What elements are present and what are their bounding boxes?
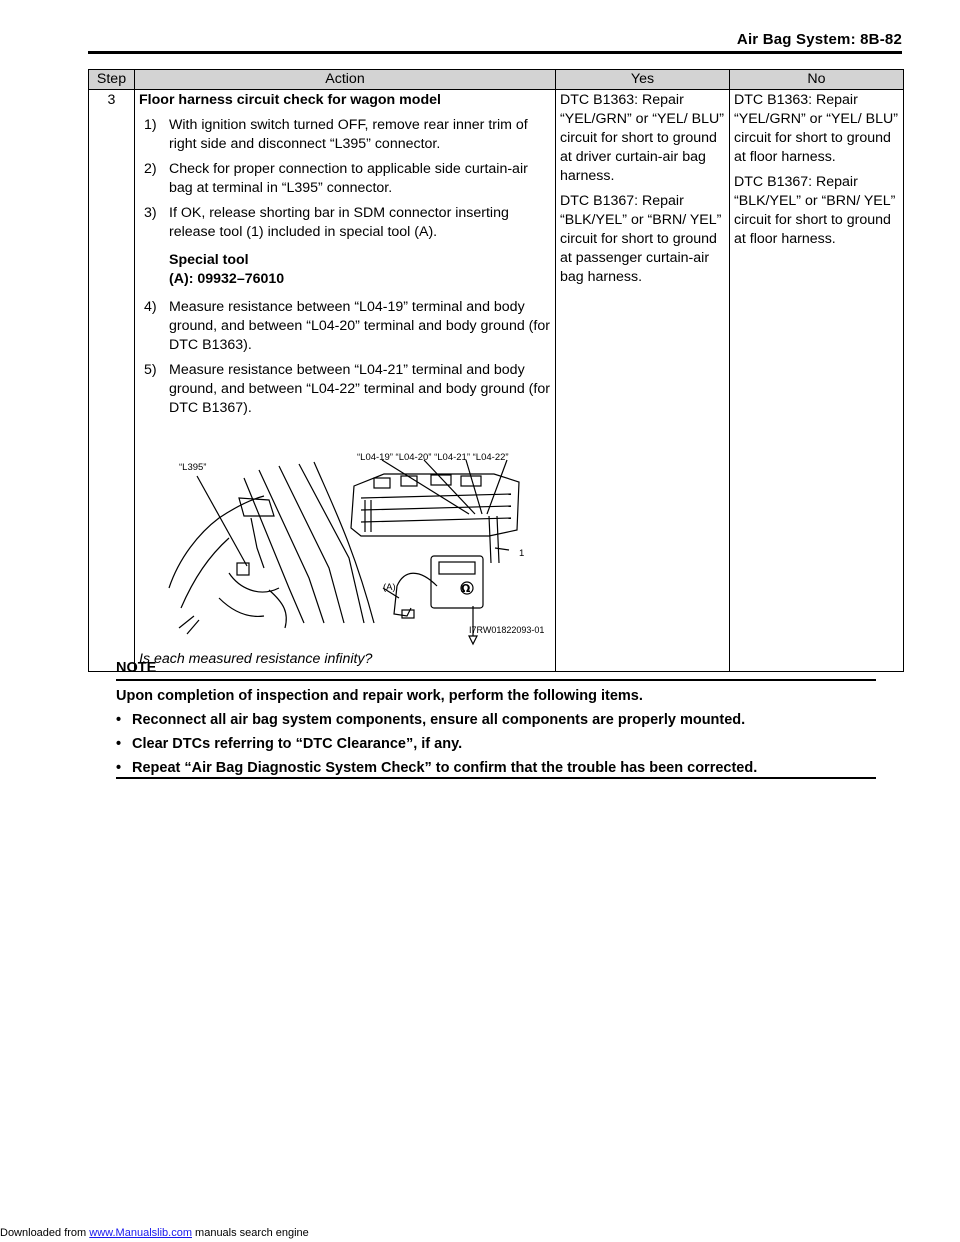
label-special-tool: (A) xyxy=(383,582,396,593)
yes-result: DTC B1367: Repair “BLK/YEL” or “BRN/ YEL” circuit for short to ground at passenger curtain-air bag harness. xyxy=(560,193,722,285)
download-footer xyxy=(0,1227,309,1239)
step-question: Is each measured resistance infinity? xyxy=(139,651,373,667)
figure-id: I7RW01822093-01 xyxy=(469,625,545,635)
svg-text:Ω: Ω xyxy=(461,582,471,595)
diagnosis-table xyxy=(88,69,904,672)
action-cell xyxy=(135,90,556,672)
page-header-title: Air Bag System: 8B-82 xyxy=(736,31,902,48)
action-item: 4) Measure resistance between “L04-19” terminal and body ground, and between “L04-20” terminal and body ground (for DTC B1363). xyxy=(144,299,550,353)
label-terminals: “L04-19” “L04-20” “L04-21” “L04-22” xyxy=(357,452,509,463)
action-item: 1) With ignition switch turned OFF, remove rear inner trim of right side and disconnect “L395” connector. xyxy=(144,117,528,152)
footer-prefix: Downloaded from xyxy=(0,1227,90,1239)
label-l395: “L395” xyxy=(179,462,207,473)
note-intro: Upon completion of inspection and repair work, perform the following items. xyxy=(116,688,643,704)
footer-suffix: manuals search engine xyxy=(191,1227,309,1239)
no-result: DTC B1367: Repair “BLK/YEL” or “BRN/ YEL” circuit for short to ground at floor harness. xyxy=(734,174,896,247)
step-title: Floor harness circuit check for wagon model xyxy=(139,92,441,108)
yes-result: DTC B1363: Repair “YEL/GRN” or “YEL/ BLU” circuit for short to ground at driver curtain-air bag harness. xyxy=(560,92,724,184)
note-bullet: • Reconnect all air bag system components, ensure all components are properly mounted. xyxy=(116,712,746,728)
label-release-tool: 1 xyxy=(519,548,525,559)
connector-illustration xyxy=(139,438,549,650)
note-bullet: • Clear DTCs referring to “DTC Clearance”, if any. xyxy=(116,736,463,752)
table-header-row xyxy=(89,70,904,90)
col-header-step: Step xyxy=(89,70,135,90)
note-rule-bottom xyxy=(116,777,876,779)
action-item: 3) If OK, release shorting bar in SDM connector inserting release tool (1) included in special tool (A). xyxy=(144,205,509,240)
note-rule-top xyxy=(116,679,876,681)
table-row xyxy=(89,90,904,672)
no-cell xyxy=(730,90,904,672)
note-body xyxy=(116,684,876,780)
special-tool-value: (A): 09932–76010 xyxy=(169,271,285,287)
col-header-no: No xyxy=(730,70,904,90)
note-bullet: • Repeat “Air Bag Diagnostic System Check” to confirm that the trouble has been corrected. xyxy=(116,760,758,776)
col-header-yes: Yes xyxy=(556,70,730,90)
manualslib-link[interactable]: www.Manualslib.com xyxy=(89,1227,192,1239)
header-rule xyxy=(88,51,902,54)
no-result: DTC B1363: Repair “YEL/GRN” or “YEL/ BLU” circuit for short to ground at floor harness. xyxy=(734,92,898,165)
note-title: NOTE xyxy=(116,660,157,676)
action-item: 2) Check for proper connection to applicable side curtain-air bag at terminal in “L395” connector. xyxy=(144,161,528,196)
col-header-action: Action xyxy=(135,70,556,90)
action-item: 5) Measure resistance between “L04-21” terminal and body ground, and between “L04-22” terminal and body ground (for DTC B1367). xyxy=(144,362,550,416)
yes-cell xyxy=(556,90,730,672)
special-tool-label: Special tool xyxy=(169,252,249,268)
step-number: 3 xyxy=(89,90,135,672)
